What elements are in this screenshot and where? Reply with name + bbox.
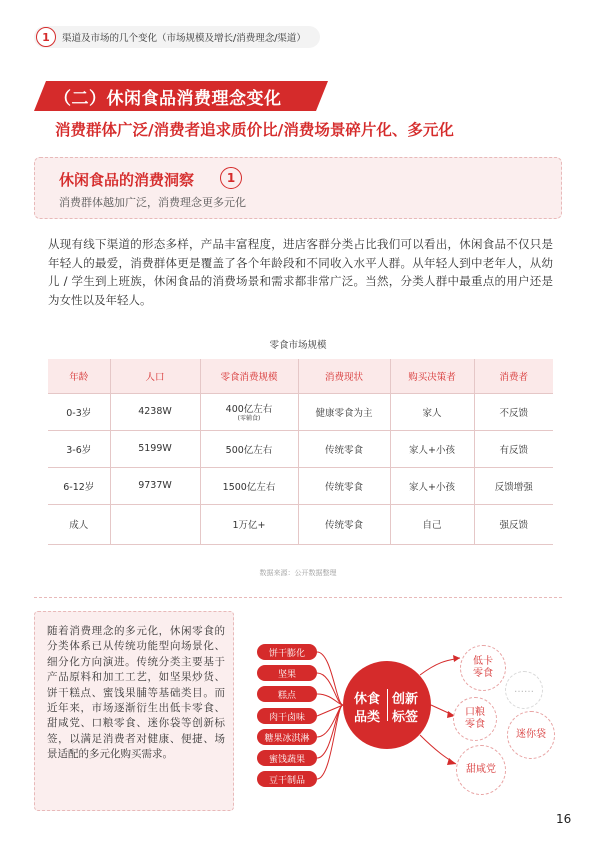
- cell-decider: 家人: [390, 393, 474, 430]
- table-header-cell: 消费者: [474, 359, 553, 393]
- ellipsis-label: ……: [514, 684, 534, 695]
- innovation-bubble: [456, 745, 506, 795]
- table-header-cell: 零食消费规模: [200, 359, 298, 393]
- innovation-label: 口粮零食: [465, 707, 485, 730]
- cell-scale: [200, 393, 298, 430]
- dashed-divider: [34, 597, 562, 598]
- cell-scale-value: 400亿左右: [225, 404, 273, 415]
- section-subheading: 消费群体广泛/消费者追求质价比/消费场景碎片化、多元化: [55, 121, 454, 139]
- category-pill: 饼干膨化: [257, 644, 317, 660]
- cell-scale: 500亿左右: [200, 430, 298, 467]
- cell-consumer: 不反馈: [474, 393, 553, 430]
- table-header-row: [48, 359, 553, 393]
- center-left-line1: 休食: [354, 692, 381, 707]
- explanation-text: 随着消费理念的多元化，休闲零食的分类体系已从传统功能型向场景化、细分化方向演进。传统分类主要基于产品原料和加工工艺，如坚果炒货、饼干糕点、蜜饯果脯等基础类目。而近年来，市场逐渐衍生出低卡零食、甜咸党、口粮零食、迷你袋等创新标签，以满足消费者对健康、便捷、场景适配的多元化购买需求。: [47, 625, 225, 761]
- table-row: [48, 393, 553, 430]
- cell-status: 健康零食为主: [298, 393, 390, 430]
- insight-title: 休闲食品的消费洞察: [59, 171, 195, 189]
- diagram-center-circle: [343, 661, 431, 749]
- category-pill: 糕点: [257, 686, 317, 702]
- cell-decider: 自己: [390, 504, 474, 544]
- table-row: [48, 504, 553, 544]
- cell-scale: 1万亿+: [200, 504, 298, 544]
- innovation-bubble: [460, 645, 506, 691]
- category-pill: 豆干制品: [257, 771, 317, 787]
- innovation-bubble: [453, 697, 497, 741]
- table-source-note: 数据来源：公开数据整理: [259, 569, 337, 577]
- cell-population: [110, 504, 200, 544]
- innovation-label: 低卡零食: [473, 656, 493, 679]
- table-header-cell: 人口: [110, 359, 200, 393]
- table-header-cell: 消费现状: [298, 359, 390, 393]
- cell-population: 9737W: [110, 467, 200, 504]
- chapter-breadcrumb: [34, 26, 320, 48]
- cell-decider: 家人+小孩: [390, 430, 474, 467]
- page-number: 16: [556, 812, 572, 826]
- table-header-cell: 年龄: [48, 359, 110, 393]
- table-row: [48, 430, 553, 467]
- center-right-line2: 标签: [392, 710, 419, 725]
- cell-age: 6-12岁: [48, 467, 110, 504]
- cell-status: 传统零食: [298, 504, 390, 544]
- innovation-bubble: [507, 711, 555, 759]
- ellipsis-bubble: [505, 671, 543, 709]
- center-divider: [387, 689, 388, 721]
- center-left-line2: 品类: [354, 710, 381, 725]
- category-pill: 糖果冰淇淋: [257, 729, 317, 745]
- cell-consumer: 有反馈: [474, 430, 553, 467]
- cell-status: 传统零食: [298, 467, 390, 504]
- section-title: （二）休闲食品消费理念变化: [54, 89, 282, 109]
- table-caption: 零食市场规模: [269, 340, 327, 351]
- cell-scale: 1500亿左右: [200, 467, 298, 504]
- center-right-line1: 创新: [392, 692, 419, 707]
- innovation-label: 迷你袋: [516, 729, 546, 740]
- category-pill: 坚果: [257, 665, 317, 681]
- cell-consumer: 反馈增强: [474, 467, 553, 504]
- market-size-table: [48, 359, 553, 545]
- cell-consumer: 强反馈: [474, 504, 553, 544]
- category-pill: 蜜饯蔬果: [257, 750, 317, 766]
- table-row: [48, 467, 553, 504]
- innovation-label: 甜咸党: [466, 764, 496, 775]
- insight-subtitle: 消费群体越加广泛，消费理念更多元化: [59, 196, 246, 209]
- cell-age: 0-3岁: [48, 393, 110, 430]
- cell-decider: 家人+小孩: [390, 467, 474, 504]
- cell-age: 成人: [48, 504, 110, 544]
- chapter-number-badge: 1: [36, 27, 56, 47]
- cell-status: 传统零食: [298, 430, 390, 467]
- cell-age: 3-6岁: [48, 430, 110, 467]
- insight-number-badge: 1: [220, 167, 242, 189]
- body-paragraph: 从现有线下渠道的形态多样，产品丰富程度，进店客群分类占比我们可以看出，休闲食品不仅只是年轻人的最爱，消费群体更是覆盖了各个年龄段和不同收入水平人群。从年轻人到中老年人，从幼儿 / 学生到上班族，休闲食品的消费场景和需求都非常广泛。当然，分类人群中最重点的用户还是为女性以及年轻人。: [48, 237, 553, 307]
- table-header-cell: 购买决策者: [390, 359, 474, 393]
- chapter-title: 渠道及市场的几个变化（市场规模及增长/消费理念/渠道）: [62, 33, 306, 44]
- cell-population: 4238W: [110, 393, 200, 430]
- cell-population: 5199W: [110, 430, 200, 467]
- cell-scale-note: (零辅食): [237, 415, 261, 422]
- category-pill: 肉干卤味: [257, 708, 317, 724]
